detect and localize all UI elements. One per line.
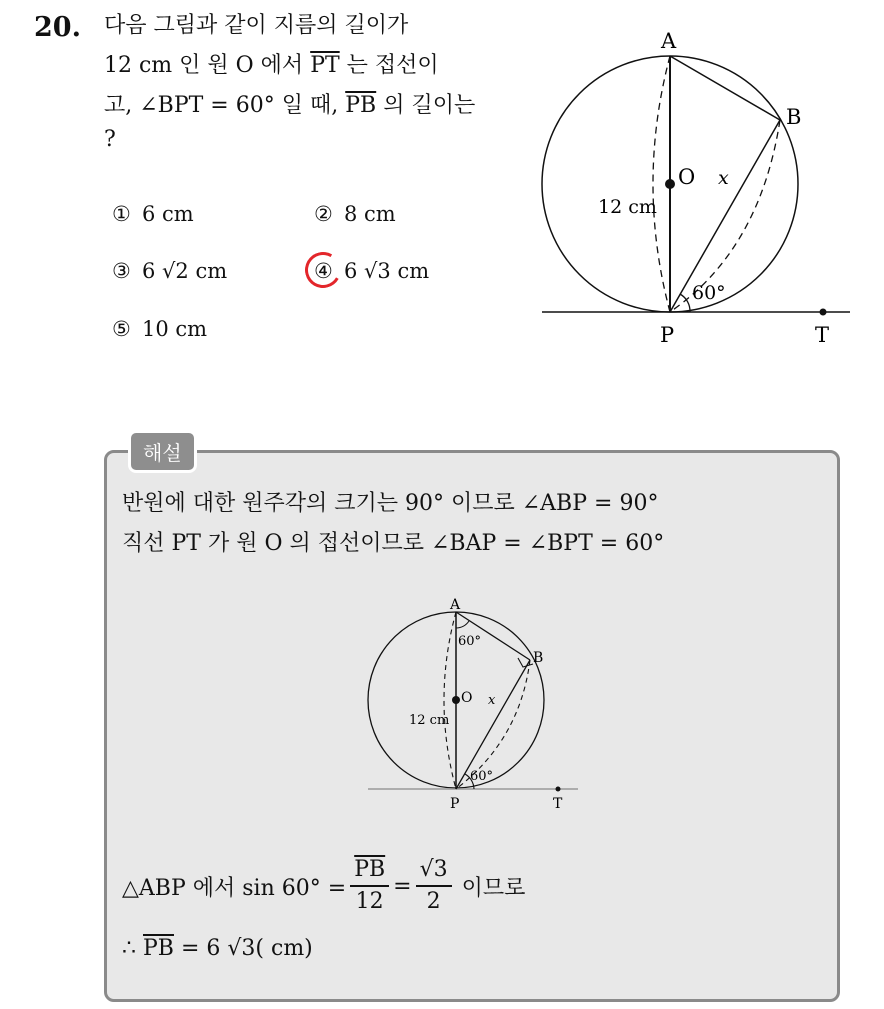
question-line-3-after: 의 길이는: [376, 93, 476, 118]
choice-5[interactable]: [112, 317, 207, 341]
solution-point-t: [556, 787, 561, 792]
question-line-2-before: 12 cm 인 원 O 에서: [104, 53, 311, 78]
solution-label-t: T: [553, 796, 563, 812]
solution-line-4-segment: $\overline{PB}$: [143, 936, 174, 961]
solution-label-angle-bottom: 60°: [470, 769, 494, 784]
figure-point-o: [665, 179, 675, 189]
solution-line-2: 직선 PT 가 원 O 의 접선이므로 ∠BAP = ∠BPT = 60°: [122, 531, 665, 556]
figure-label-x: x: [718, 167, 729, 189]
figure-segment-ab: [670, 56, 780, 120]
fraction-2-numerator: √3: [416, 855, 452, 887]
fraction-1-numerator: $\overline{PB}$: [350, 855, 389, 887]
choice-4-number: ④: [314, 259, 333, 283]
solution-tag: 해설: [128, 430, 197, 473]
solution-label-o: O: [461, 690, 473, 706]
solution-line-4: [122, 936, 313, 961]
figure-point-t: [820, 309, 827, 316]
figure-angle-arc: [680, 294, 690, 312]
figure-label-p: P: [660, 323, 675, 347]
choice-4[interactable]: [314, 259, 429, 283]
choice-2-text: 8 cm: [344, 202, 396, 226]
solution-label-b: B: [533, 650, 544, 666]
therefore-symbol: ∴: [122, 936, 136, 961]
choice-2-number: ②: [314, 202, 333, 226]
solution-line-3-suffix: 이므로: [461, 875, 526, 901]
solution-label-p: P: [450, 796, 460, 812]
solution-right-angle-mark: [518, 658, 533, 667]
solution-line-3: [122, 855, 525, 917]
solution-line-4-rest: = 6 √3( cm): [180, 936, 313, 961]
question-line-1: 다음 그림과 같이 지름의 길이가: [104, 13, 409, 38]
solution-label-a: A: [450, 597, 461, 613]
fraction-2-denominator: 2: [426, 889, 441, 914]
choice-2[interactable]: [314, 202, 396, 226]
question-line-3-before: 고, ∠BPT = 60° 일 때,: [104, 93, 346, 118]
solution-line-1: 반원에 대한 원주각의 크기는 90° 이므로 ∠ABP = 90°: [122, 491, 659, 516]
fraction-root3-over-2: [416, 855, 452, 917]
figure-label-a: A: [661, 29, 677, 53]
fraction-1-denominator: 12: [355, 889, 384, 914]
choice-3-text: 6 √2 cm: [142, 259, 228, 283]
solution-point-o: [452, 696, 460, 704]
solution-label-diameter: 12 cm: [409, 713, 450, 728]
solution-line-3-prefix: △ABP 에서 sin 60° =: [122, 875, 347, 901]
fraction-pb-over-12: [350, 855, 389, 917]
choice-3[interactable]: [112, 259, 227, 283]
segment-pb-label: $\overline{PB}$: [345, 93, 377, 118]
choice-1-text: 6 cm: [142, 202, 194, 226]
figure-label-b: B: [786, 105, 802, 129]
figure-label-o: O: [678, 165, 696, 189]
question-line-2-after: 는 접선이: [339, 53, 439, 78]
choice-5-number: ⑤: [112, 317, 131, 341]
question-line-4: ?: [104, 127, 116, 152]
choice-5-text: 10 cm: [142, 317, 208, 341]
figure-label-t: T: [815, 323, 830, 347]
figure-label-diameter: 12 cm: [598, 196, 657, 218]
solution-label-x: x: [488, 693, 496, 708]
choice-1[interactable]: [112, 202, 194, 226]
figure-label-angle: 60°: [692, 282, 726, 304]
tangent-line-label: $\overline{PT}$: [310, 53, 340, 78]
solution-label-angle-top: 60°: [458, 634, 482, 649]
choice-3-number: ③: [112, 259, 131, 283]
solution-equals: =: [393, 873, 412, 899]
question-line-3: [104, 92, 475, 120]
question-figure: [530, 20, 870, 360]
solution-figure: [360, 595, 585, 815]
question-number: 20.: [34, 12, 81, 43]
choice-4-text: 6 √3 cm: [344, 259, 430, 283]
question-line-2: [104, 52, 439, 80]
choice-1-number: ①: [112, 202, 131, 226]
solution-angle-arc-top: [456, 621, 469, 628]
